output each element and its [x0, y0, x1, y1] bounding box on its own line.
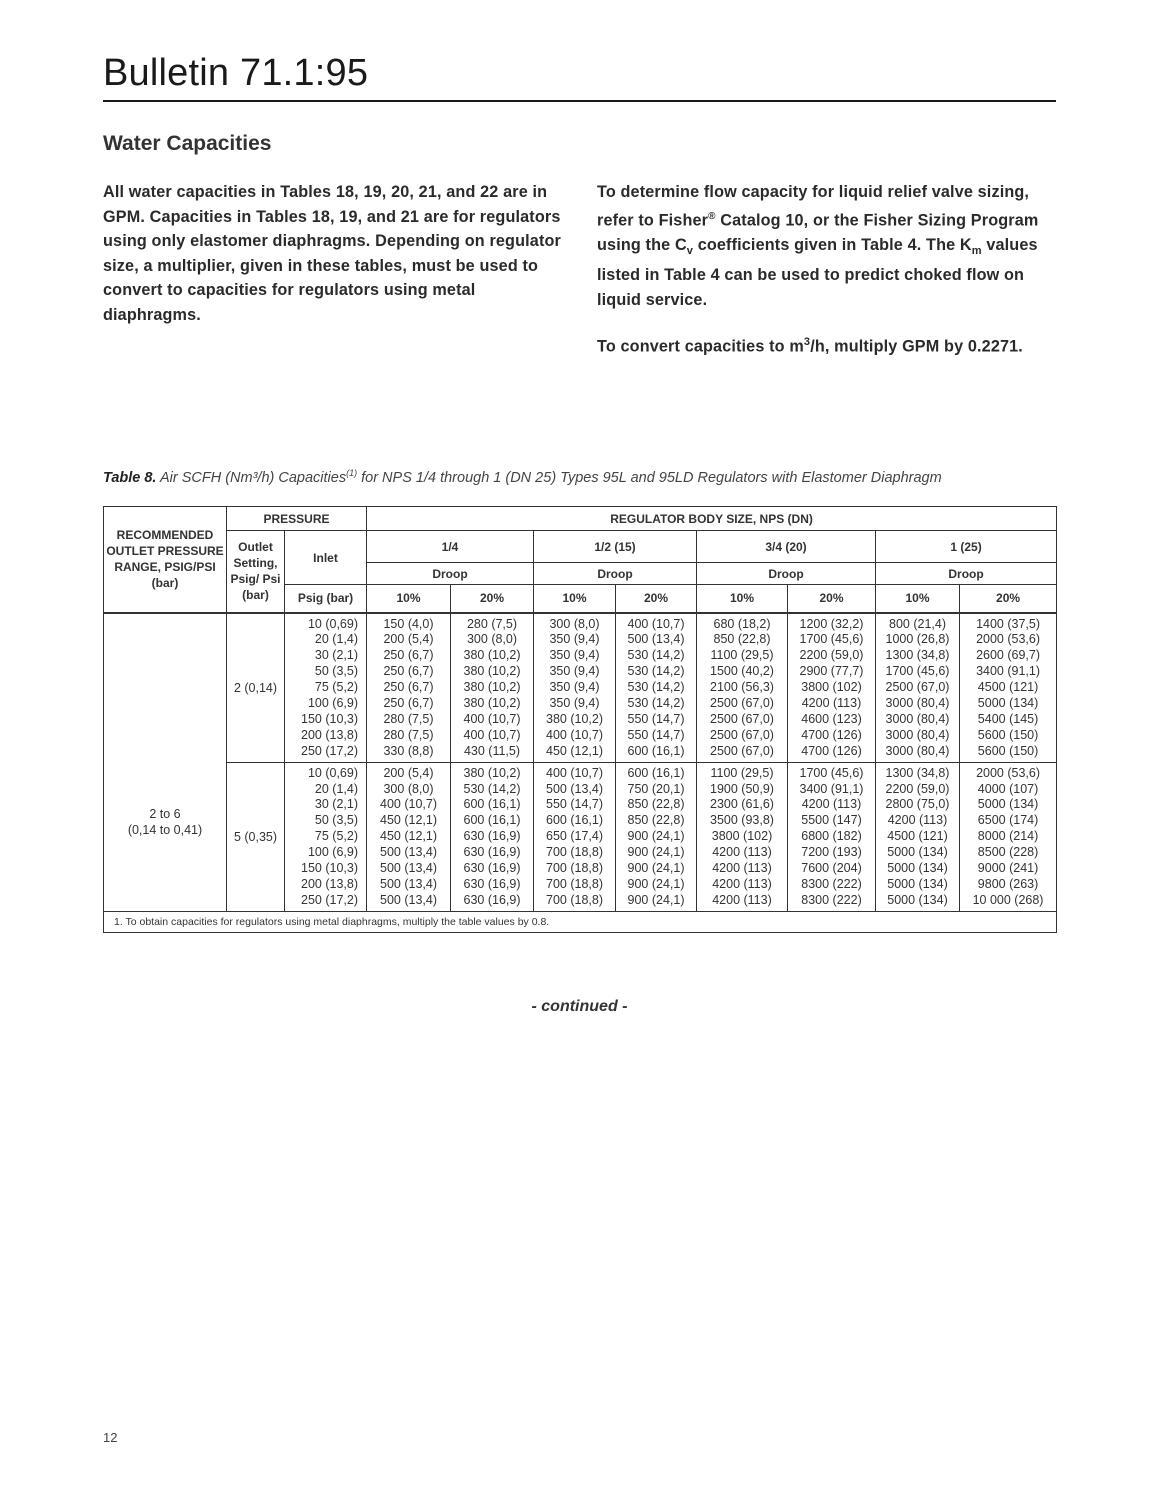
page-number: 12	[103, 1430, 118, 1445]
cell-value: 300 (8,0)	[549, 616, 600, 631]
cell-value: 1300 (34,8)	[885, 765, 950, 780]
cell-value: 4000 (107)	[977, 781, 1039, 796]
continued-note: - continued -	[531, 998, 628, 1015]
cell-value: 430 (11,5)	[463, 743, 521, 758]
cell-value: 900 (24,1)	[627, 829, 685, 844]
cell-value: 3000 (80,4)	[885, 727, 950, 742]
header-size-quarter: 1/4	[367, 531, 534, 563]
cell-value: 630 (16,9)	[463, 829, 521, 844]
cell-value: 850 (22,8)	[713, 632, 771, 647]
cell-value: 10 (0,69)	[307, 765, 358, 780]
cell-value: 3400 (91,1)	[799, 781, 864, 796]
cell-value: 3800 (102)	[801, 680, 862, 695]
cell-value: 5600 (150)	[977, 727, 1039, 742]
cell-value: 3000 (80,4)	[885, 743, 950, 758]
header-size-half: 1/2 (15)	[534, 531, 697, 563]
text-span: values listed in Table 4 can be used to predict choked flow on liquid service.	[597, 235, 1038, 309]
table-footnote: 1. To obtain capacities for regulators using metal diaphragms, multiply the table values by 0.8.	[104, 911, 1057, 932]
cell-value: 350 (9,4)	[549, 648, 600, 663]
cell-value: 50 (3,5)	[314, 664, 358, 679]
cell-value: 3500 (93,8)	[710, 813, 774, 828]
intro-left-column	[103, 180, 573, 328]
cell-value: 6800 (182)	[801, 829, 862, 844]
cell-value: 4200 (113)	[801, 696, 862, 711]
intro-right-paragraph-2	[597, 330, 1067, 359]
cell-value: 900 (24,1)	[627, 861, 685, 876]
capacity-table-container	[103, 506, 1056, 933]
capacity-cell	[788, 762, 876, 911]
header-droop-20: 20%	[788, 585, 876, 613]
registered-mark: ®	[708, 210, 716, 222]
cell-value: 380 (10,2)	[463, 680, 521, 695]
cell-value: 550 (14,7)	[627, 727, 685, 742]
cell-value: 3000 (80,4)	[885, 711, 950, 726]
outlet-setting-cell: 5 (0,35)	[227, 762, 285, 911]
capacity-cell	[451, 613, 534, 763]
cell-value: 2900 (77,7)	[799, 664, 864, 679]
header-inlet: Inlet	[285, 531, 367, 585]
cell-value: 1500 (40,2)	[710, 664, 774, 679]
cell-value: 200 (13,8)	[301, 727, 358, 742]
header-droop: Droop	[876, 563, 1057, 585]
cell-value: 100 (6,9)	[307, 845, 358, 860]
header-droop-20: 20%	[616, 585, 697, 613]
text-span: coefficients given in Table 4. The K	[693, 235, 972, 254]
cell-value: 600 (16,1)	[546, 813, 603, 828]
cell-value: 600 (16,1)	[627, 765, 685, 780]
cell-value: 1400 (37,5)	[976, 616, 1040, 631]
cell-value: 4200 (113)	[887, 813, 948, 828]
cell-value: 100 (6,9)	[307, 696, 358, 711]
intro-right-column	[597, 180, 1067, 359]
capacity-cell	[367, 762, 451, 911]
intro-right-paragraph-1	[597, 180, 1067, 313]
cell-value: 380 (10,2)	[463, 664, 521, 679]
cell-value: 20 (1,4)	[314, 632, 358, 647]
capacity-cell	[367, 613, 451, 763]
capacity-cell	[616, 613, 697, 763]
cell-value: 600 (16,1)	[463, 797, 521, 812]
cell-value: 6500 (174)	[977, 813, 1039, 828]
cell-value: 2100 (56,3)	[710, 680, 774, 695]
cell-value: 850 (22,8)	[627, 797, 685, 812]
cell-value: 4700 (126)	[801, 743, 862, 758]
capacity-cell	[960, 762, 1057, 911]
cell-value: 2500 (67,0)	[710, 711, 774, 726]
cell-value: 850 (22,8)	[627, 813, 685, 828]
cell-value: 400 (10,7)	[627, 616, 685, 631]
cell-value: 5000 (134)	[887, 845, 948, 860]
header-droop-10: 10%	[876, 585, 960, 613]
header-size-three-quarter: 3/4 (20)	[697, 531, 876, 563]
capacity-cell	[534, 762, 616, 911]
cell-value: 900 (24,1)	[627, 892, 685, 907]
cell-value: 530 (14,2)	[627, 680, 685, 695]
cell-value: 500 (13,4)	[627, 632, 685, 647]
cell-value: 250 (6,7)	[383, 696, 434, 711]
header-outlet-setting: Outlet Setting, Psig/ Psi (bar)	[227, 531, 285, 613]
cell-value: 250 (17,2)	[301, 743, 358, 758]
table-caption	[103, 468, 942, 486]
cell-value: 9800 (263)	[977, 877, 1039, 891]
cell-value: 8300 (222)	[801, 892, 862, 907]
cell-value: 2000 (53,6)	[976, 765, 1040, 780]
header-inlet-unit: Psig (bar)	[285, 585, 367, 613]
cell-value: 630 (16,9)	[463, 877, 521, 891]
cell-value: 2000 (53,6)	[976, 632, 1040, 647]
cell-value: 5000 (134)	[887, 892, 948, 907]
cell-value: 8000 (214)	[977, 829, 1039, 844]
cell-value: 400 (10,7)	[380, 797, 437, 812]
cell-value: 400 (10,7)	[463, 727, 521, 742]
cell-value: 280 (7,5)	[383, 727, 434, 742]
cell-value: 150 (10,3)	[301, 861, 358, 876]
cell-value: 1200 (32,2)	[799, 616, 864, 631]
cell-value: 250 (17,2)	[301, 892, 358, 907]
inlet-cell	[285, 762, 367, 911]
cell-value: 4200 (113)	[712, 845, 772, 860]
cell-value: 700 (18,8)	[546, 861, 603, 876]
text-span: Catalog 10, or the Fisher Sizing Program using the C	[597, 210, 1039, 254]
cell-value: 350 (9,4)	[549, 696, 600, 711]
cell-value: 380 (10,2)	[546, 711, 603, 726]
cell-value: 250 (6,7)	[383, 664, 434, 679]
cell-value: 10 (0,69)	[307, 616, 358, 631]
cell-value: 200 (13,8)	[301, 877, 358, 891]
cell-value: 500 (13,4)	[380, 845, 437, 860]
cell-value: 50 (3,5)	[314, 813, 358, 828]
text-span: /h, multiply GPM by 0.2271.	[810, 336, 1023, 355]
cell-value: 1700 (45,6)	[885, 664, 950, 679]
cell-value: 530 (14,2)	[463, 781, 521, 796]
header-size-one: 1 (25)	[876, 531, 1057, 563]
cell-value: 400 (10,7)	[463, 711, 521, 726]
cell-value: 250 (6,7)	[383, 680, 434, 695]
cell-value: 400 (10,7)	[546, 727, 603, 742]
cell-value: 2500 (67,0)	[710, 743, 774, 758]
capacity-cell	[788, 613, 876, 763]
range-cell: 2 to 6 (0,14 to 0,41)	[104, 613, 227, 912]
capacity-cell	[697, 762, 788, 911]
header-droop: Droop	[367, 563, 534, 585]
superscript-3: 3	[803, 335, 811, 348]
cell-value: 4500 (121)	[977, 680, 1039, 695]
cell-value: 2800 (75,0)	[885, 797, 950, 812]
cell-value: 700 (18,8)	[546, 877, 603, 891]
cell-value: 1300 (34,8)	[885, 648, 950, 663]
cell-value: 30 (2,1)	[314, 797, 358, 812]
cell-value: 30 (2,1)	[314, 648, 358, 663]
header-rule	[103, 100, 1056, 102]
table-row	[104, 613, 1057, 763]
cell-value: 5000 (134)	[887, 861, 948, 876]
outlet-setting-cell: 2 (0,14)	[227, 613, 285, 763]
cell-value: 4200 (113)	[801, 797, 862, 812]
cell-value: 630 (16,9)	[463, 861, 521, 876]
cell-value: 2300 (61,6)	[710, 797, 774, 812]
subscript-m: m	[971, 244, 982, 257]
section-title: Water Capacities	[103, 132, 272, 155]
cell-value: 5000 (134)	[977, 797, 1039, 812]
cell-value: 550 (14,7)	[546, 797, 603, 812]
cell-value: 400 (10,7)	[546, 765, 603, 780]
text-span: To determine flow capacity for liquid relief valve sizing, refer to Fisher	[597, 183, 1030, 229]
cell-value: 2500 (67,0)	[710, 727, 774, 742]
cell-value: 1100 (29,5)	[710, 648, 774, 663]
cell-value: 1900 (50,9)	[710, 781, 774, 796]
cell-value: 4200 (113)	[712, 861, 772, 876]
header-droop-10: 10%	[697, 585, 788, 613]
cell-value: 300 (8,0)	[383, 781, 434, 796]
cell-value: 800 (21,4)	[889, 616, 946, 631]
cell-value: 450 (12,1)	[380, 813, 437, 828]
cell-value: 200 (5,4)	[383, 632, 434, 647]
header-droop-10: 10%	[534, 585, 616, 613]
capacity-cell	[697, 613, 788, 763]
cell-value: 2600 (69,7)	[976, 648, 1040, 663]
cell-value: 700 (18,8)	[546, 892, 603, 907]
header-droop-20: 20%	[451, 585, 534, 613]
cell-value: 900 (24,1)	[627, 877, 685, 891]
cell-value: 350 (9,4)	[549, 680, 600, 695]
cell-value: 150 (4,0)	[383, 616, 434, 631]
cell-value: 280 (7,5)	[466, 616, 518, 631]
cell-value: 5500 (147)	[801, 813, 862, 828]
capacity-cell	[876, 613, 960, 763]
cell-value: 3800 (102)	[711, 829, 773, 844]
header-pressure: PRESSURE	[227, 507, 367, 531]
header-body-size: REGULATOR BODY SIZE, NPS (DN)	[367, 507, 1057, 531]
cell-value: 600 (16,1)	[627, 743, 685, 758]
cell-value: 8500 (228)	[977, 845, 1039, 860]
cell-value: 2200 (59,0)	[885, 781, 950, 796]
cell-value: 5000 (134)	[977, 696, 1039, 711]
cell-value: 5000 (134)	[887, 877, 948, 891]
cell-value: 380 (10,2)	[463, 696, 521, 711]
capacity-cell	[534, 613, 616, 763]
cell-value: 600 (16,1)	[463, 813, 521, 828]
intro-left-paragraph: All water capacities in Tables 18, 19, 20, 21, and 22 are in GPM. Capacities in Tables 18, 19, and 21 are for regulators using only elastomer diaphragms. Depending on regulator size, a multiplier, given in these tables, must be used to convert to capacities for regulators using metal diaphragms.	[103, 183, 561, 324]
table-row	[104, 762, 1057, 911]
cell-value: 550 (14,7)	[627, 711, 685, 726]
header-droop: Droop	[697, 563, 876, 585]
table-footnote-row	[104, 911, 1057, 932]
capacity-cell	[451, 762, 534, 911]
subscript-v: v	[686, 244, 694, 257]
cell-value: 500 (13,4)	[546, 781, 603, 796]
cell-value: 150 (10,3)	[301, 711, 358, 726]
cell-value: 380 (10,2)	[463, 648, 521, 663]
cell-value: 350 (9,4)	[549, 664, 600, 679]
cell-value: 75 (5,2)	[314, 680, 358, 695]
capacity-table	[103, 506, 1057, 933]
cell-value: 450 (12,1)	[380, 829, 437, 844]
cell-value: 5400 (145)	[977, 711, 1039, 726]
cell-value: 500 (13,4)	[380, 892, 437, 907]
cell-value: 900 (24,1)	[627, 845, 685, 860]
inlet-cell	[285, 613, 367, 763]
cell-value: 750 (20,1)	[627, 781, 685, 796]
cell-value: 700 (18,8)	[546, 845, 603, 860]
cell-value: 200 (5,4)	[383, 765, 434, 780]
bulletin-title: Bulletin 71.1:95	[103, 52, 369, 94]
table-caption-label: Table 8.	[103, 469, 157, 486]
header-droop-20: 20%	[960, 585, 1057, 613]
cell-value: 2200 (59,0)	[799, 648, 864, 663]
cell-value: 2500 (67,0)	[710, 696, 774, 711]
cell-value: 3000 (80,4)	[885, 696, 950, 711]
cell-value: 630 (16,9)	[463, 845, 521, 860]
cell-value: 500 (13,4)	[380, 861, 437, 876]
cell-value: 350 (9,4)	[549, 632, 600, 647]
cell-value: 300 (8,0)	[466, 632, 518, 647]
cell-value: 1000 (26,8)	[885, 632, 950, 647]
cell-value: 500 (13,4)	[380, 877, 437, 891]
cell-value: 330 (8,8)	[383, 743, 434, 758]
cell-value: 1700 (45,6)	[799, 632, 864, 647]
cell-value: 9000 (241)	[977, 861, 1039, 876]
cell-value: 380 (10,2)	[463, 765, 521, 780]
table-caption-text-2: for NPS 1/4 through 1 (DN 25) Types 95L and 95LD Regulators with Elastomer Diaphragm	[357, 469, 942, 486]
text-span: To convert capacities to m	[597, 336, 804, 355]
capacity-cell	[616, 762, 697, 911]
cell-value: 7600 (204)	[801, 861, 862, 876]
table-caption-footnote-ref: (1)	[346, 468, 358, 478]
cell-value: 75 (5,2)	[314, 829, 358, 844]
cell-value: 530 (14,2)	[627, 664, 685, 679]
cell-value: 4500 (121)	[887, 829, 948, 844]
cell-value: 4200 (113)	[712, 877, 772, 891]
cell-value: 530 (14,2)	[627, 696, 685, 711]
cell-value: 7200 (193)	[801, 845, 862, 860]
header-recommended-range: RECOMMENDED OUTLET PRESSURE RANGE, PSIG/PSI (bar)	[104, 507, 227, 613]
cell-value: 450 (12,1)	[546, 743, 603, 758]
cell-value: 280 (7,5)	[383, 711, 434, 726]
cell-value: 680 (18,2)	[713, 616, 771, 631]
cell-value: 530 (14,2)	[627, 648, 685, 663]
cell-value: 250 (6,7)	[383, 648, 434, 663]
table-caption-text: Air SCFH (Nm³/h) Capacities	[156, 469, 347, 486]
cell-value: 8300 (222)	[801, 877, 862, 891]
cell-value: 650 (17,4)	[546, 829, 603, 844]
cell-value: 1100 (29,5)	[710, 765, 774, 780]
cell-value: 2500 (67,0)	[885, 680, 950, 695]
cell-value: 630 (16,9)	[463, 892, 521, 907]
capacity-cell	[960, 613, 1057, 763]
cell-value: 4200 (113)	[712, 892, 772, 907]
cell-value: 3400 (91,1)	[976, 664, 1040, 679]
header-droop-10: 10%	[367, 585, 451, 613]
cell-value: 20 (1,4)	[314, 781, 358, 796]
cell-value: 1700 (45,6)	[799, 765, 864, 780]
cell-value: 5600 (150)	[977, 743, 1039, 758]
capacity-cell	[876, 762, 960, 911]
cell-value: 4600 (123)	[801, 711, 862, 726]
cell-value: 10 000 (268)	[972, 892, 1044, 907]
header-droop: Droop	[534, 563, 697, 585]
cell-value: 4700 (126)	[801, 727, 862, 742]
